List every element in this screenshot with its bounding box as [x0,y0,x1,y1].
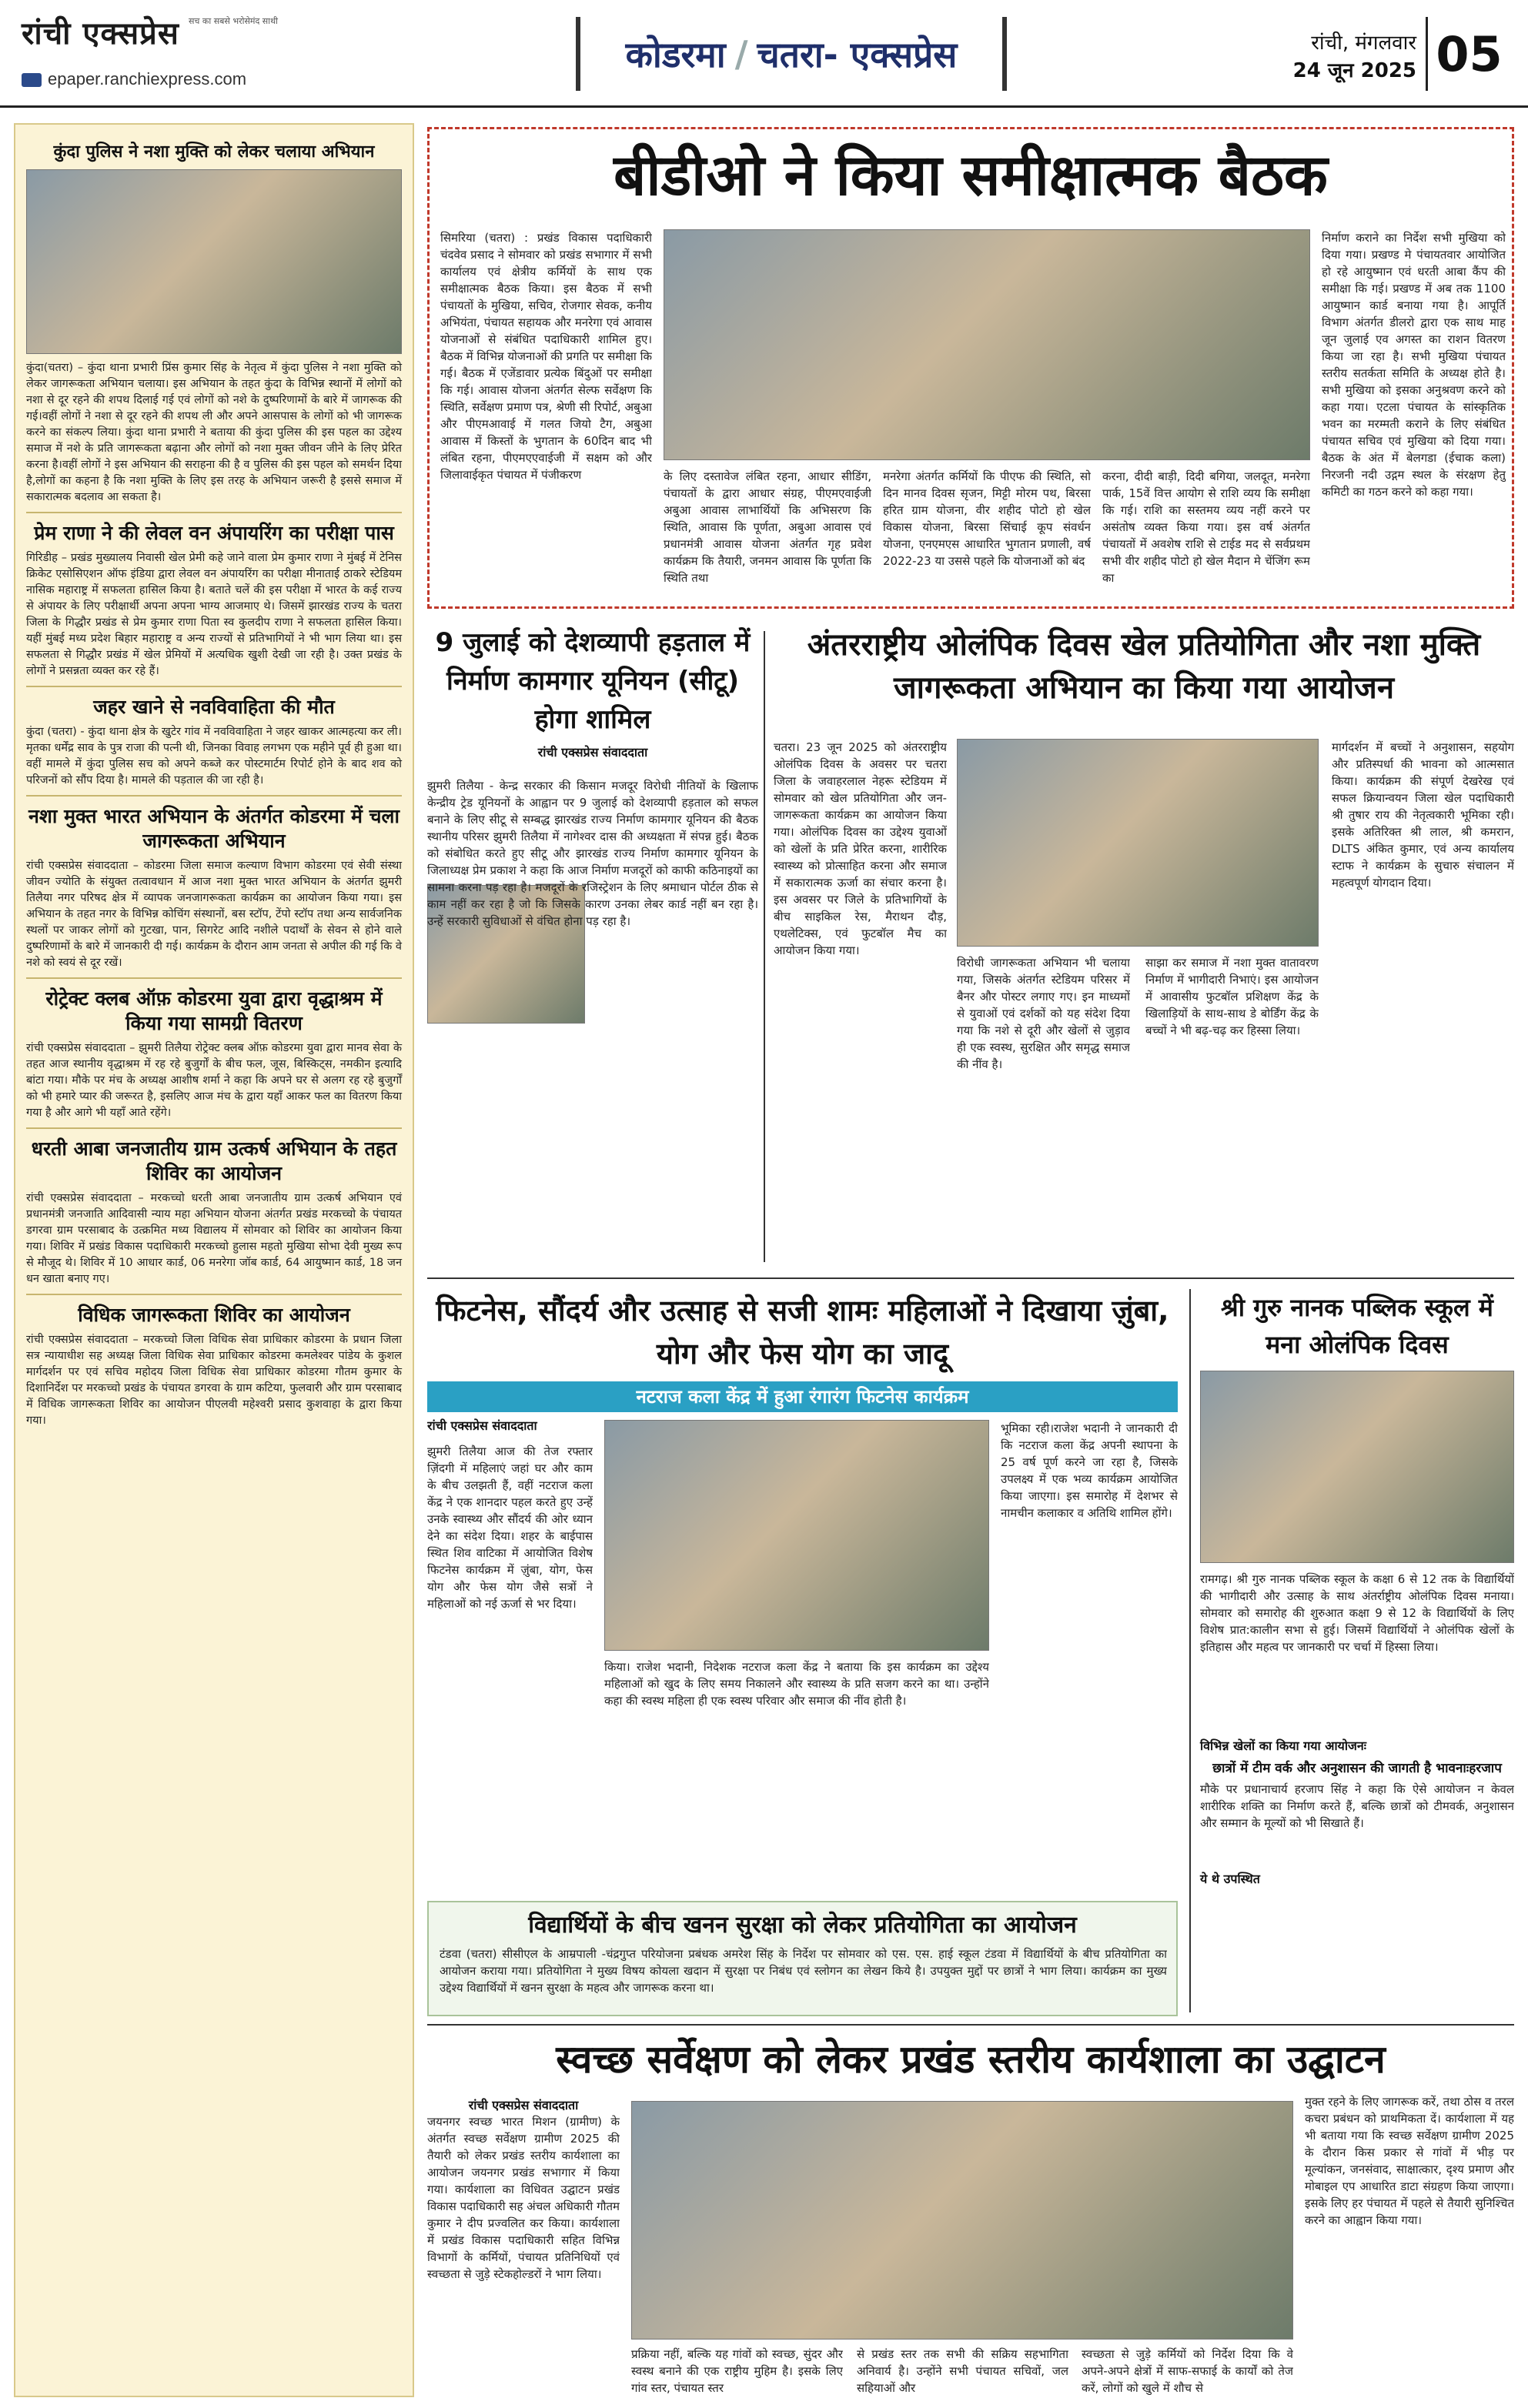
zumba-photo [604,1420,989,1651]
left-text-2: गिरिडीह – प्रखंड मुख्यालय निवासी खेल प्रेमी कहे जाने वाला प्रेम कुमार राणा ने मुंबई में टेनिस क्रिकेट एसोसिएशन ऑफ इंडिया द्वारा लेवल वन अंपायरिंग का परीक्षा मीनाताई ठाकरे स्टेडियम नासिक महाराष्ट्र में सफलता हासिल किया है। बताते चलें की इस परीक्षा में भारत के कई राज्य से अंपायर के लिए परीक्षार्थी अपना अपना भाग्य आजमाए थे। जिसमें झारखंड राज्य के चतरा जिला के गिद्धौर प्रखंड से प्रेम कुमार राणा पिता स्व कुलदीप राणा ने सफलता हासिल किया। यहीं मुंबई मध्य प्रदेश बिहार महाराष्ट्र व अन्य राज्यों से प्रतिभागियों ने भी भाग लिया था। इस सफलता से गिद्धौर प्रखंड में खेल प्रेमियों में अत्यधिक खुशी देखी जा रही है। उक्त प्रखंड के लोगों ने प्रसन्नता व्यक्त कर रहे हैं। [26,552,402,677]
top-col-1: सिमरिया (चतरा) : प्रखंड विकास पदाधिकारी चंदवेव प्रसाद ने सोमवार को प्रखंड सभागार में सभी कार्यालय एवं क्षेत्रीय कर्मियों के साथ एक समीक्षात्मक बैठक किया। इस बैठक में सभी पंचायतों के मुखिया, सचिव, रोजगार सेवक, कनीय अभियंता, पंचायत सहायक और मनरेगा एवं आवास योजनाओं से संबंधित पदाधिकारी शामिल हुए। बैठक में विभिन्न योजनाओं की प्रगति पर समीक्षा कि गई। बैठक में एजेंडावार प्रत्येक बिंदुओं पर समीक्षा कि गई। आवास योजना अंतर्गत सेल्फ सर्वेक्षण कि स्थिति, सर्वेक्षण प्रमाण पत्र, श्रेणी सी रिपोर्ट, अबुआ और पीएमआवाई में गलत जियो टैग, अबुआ आवास में किस्तों के भुगतान के 60दिन बाद भी लंबित रहना, पीएमएएवाईजी में सक्षम को और जिलावाईकृत पंचायत में पंजीकरण [440,231,652,482]
fitness-col-3: भूमिका रही।राजेश भदानी ने जानकारी दी कि नटराज कला केंद्र अपनी स्थापना के 25 वर्ष पूर्ण करने जा रहा है, जिसके उपलक्ष्य में एक भव्य कार्यक्रम आयोजित किया जाएगा। इस समारोह में देशभर से नामचीन कलाकार व अतिथि शामिल होंगे। [1001,1421,1178,1520]
story-swachh-survey [427,2032,1514,2401]
divider [26,686,402,687]
left-headline-1: कुंदा पुलिस ने नशा मुक्ति को लेकर चलाया अभियान [53,142,375,162]
left-headline-6: धरती आबा जनजातीय ग्राम उत्कर्ष अभियान के तहत शिविर का आयोजन [31,1137,397,1184]
section-left: कोडरमा [625,34,726,75]
globe-icon [22,73,42,87]
date-place: रांची, मंगलवार [1311,32,1416,55]
epaper-url: epaper.ranchiexpress.com [48,69,247,89]
left-text-7: रांची एक्सप्रेस संवाददाता – मरकच्चो जिला विधिक सेवा प्राधिकार कोडरमा के प्रधान जिला सत्र न्यायाधीश सह अध्यक्ष जिला विधिक सेवा प्राधिकार कोडरमा कमलेश्वर पांडेय के कुशल मार्गदर्शन पर एवं सचिव महोदय जिला विधिक सेवा प्राधिकार कोडरमा गौतम कुमार के दिशानिर्देश पर मरकच्चो प्रखंड के पंचायत डगरवा के ग्राम कटिया, फुलवारी और ग्राम परसाबाद में विधिक जागरूकता शिविर का आयोजन पीएलवी महेश्वरी प्रसाद कुशवाहा के द्वारा किया गया। [26,1334,402,1427]
lamp-lighting-photo [631,2101,1293,2340]
epaper-link[interactable] [22,69,246,89]
fitness-col-2: किया। राजेश भदानी, निदेशक नटराज कला केंद्र ने बताया कि इस कार्यक्रम का उद्देश्य महिलाओं को खुद के लिए समय निकालने और स्वास्थ्य के प्रति सजग करने का था। उन्होंने कहा की स्वस्थ महिला ही एक स्वस्थ परिवार और समाज की नींव होती है। [604,1660,989,1708]
section-rule [427,2024,1514,2026]
guru-sub-3: ये थे उपस्थित [1200,1872,1260,1886]
column-rule [764,631,765,1262]
guru-headline: श्री गुरु नानक पब्लिक स्कूल में मना ओलंपिक दिवस [1221,1293,1493,1359]
section-right: चतरा- एक्सप्रेस [757,34,958,75]
guru-sub-2: छात्रों में टीम वर्क और अनुशासन की जागती है भावनाःहरजाप [1212,1761,1502,1776]
guru-text: रामगढ़। श्री गुरु नानक पब्लिक स्कूल के कक्षा 6 से 12 तक के विद्यार्थियों की भागीदारी और उत्साह के साथ अंतर्राष्ट्रीय ओलंपिक दिवस मनाया। सोमवार को समारोह की शुरुआत कक्षा 9 से 12 के विद्यार्थियों के लिए विशेष प्रात:कालीन सभा से हुई। जिसमें विद्यार्थियों ने ओलंपिक खेलों के इतिहास और महत्व पर जानकारी पर चर्चा में हिस्सा लिया। [1200,1572,1514,1654]
fitness-headline: फिटनेस, सौंदर्य और उत्साह से सजी शामः महिलाओं ने दिखाया ज़ुंबा, योग और फेस योग का जादू [436,1294,1169,1371]
olympic-col-3: साझा कर समाज में नशा मुक्त वातावरण निर्माण में भागीदारी निभाएं। इस आयोजन में आवासीय फुटबॉल प्रशिक्षण केंद्र के खिलाड़ियों के साथ-साथ डे बोर्डिंग केंद्र के बच्चों ने भी बढ़-चढ़ कर हिस्सा लिया। [1145,956,1319,1037]
divider [26,1294,402,1295]
mining-headline: विद्यार्थियों के बीच खनन सुरक्षा को लेकर प्रतियोगिता का आयोजन [528,1912,1077,1939]
school-students-photo [1200,1371,1514,1563]
left-headline-5: रोट्रेक्ट क्लब ऑफ़ कोडरमा युवा द्वारा वृद्धाश्रम में किया गया सामग्री वितरण [45,987,383,1034]
top-col-2: के लिए दस्तावेज लंबित रहना, आधार सीडिंग, पंचायतों के द्वारा आधार संग्रह, पीएमएवाईजी अबुआ आवास लाभार्थियों कि अभिसरण कि स्थिति, आवास कि पूर्णता, अबुआ आवास एवं प्रधानमंत्री आवास योजना अंतर्गत गृह प्रवेश कार्यक्रम कि तैयारी, जनमन आवास कि पूर्णता कि स्थिति तथा [664,469,871,585]
top-headline: बीडीओ ने किया समीक्षात्मक बैठक [614,142,1328,209]
fitness-banner: नटराज कला केंद्र में हुआ रंगारंग फिटनेस कार्यक्रम [427,1381,1178,1412]
story-olympic-day [774,623,1514,1270]
olympic-headline: अंतरराष्ट्रीय ओलंपिक दिवस खेल प्रतियोगिता और नशा मुक्ति जागरूकता अभियान का किया गया आयोजन [807,627,1481,706]
swachh-byline: रांची एक्सप्रेस संवाददाता [468,2098,579,2112]
olympic-col-1: चतरा। 23 जून 2025 को अंतरराष्ट्रीय ओलंपिक दिवस के अवसर पर चतरा जिला के जवाहरलाल नेहरू स्टेडियम में सोमवार को खेल प्रतियोगिता और जन-जागरूकता कार्यक्रम का आयोजन किया गया। ओलंपिक दिवस का उद्देश्य युवाओं को खेलों के प्रति प्रेरित करना, शारीरिक स्वास्थ्य को प्रोत्साहित करना और समाज में सकारात्मक ऊर्जा का संचार करना है। इस अवसर पर जिले के प्रतिभागियों के बीच साइकिल रेस, मैराथन दौड़, एथलेटिक्स, एवं फुटबॉल मैच का आयोजन किया गया। [774,740,947,957]
left-text-4: रांची एक्सप्रेस संवाददाता – कोडरमा जिला समाज कल्याण विभाग कोडरमा एवं सेवी संस्था जीवन ज्योति के संयुक्त तत्वावधान में आज नशा मुक्त भारत अभियान के अंतर्गत झुमरी तिलैया नगर परिषद क्षेत्र में व्यापक जनजागरूकता कार्यक्रम का आयोजन किया गया। इस अभियान के तहत नगर के विभिन्न कोचिंग संस्थानों, बस स्टॉप, टेंपो स्टॉप तथा अन्य सार्वजनिक स्थलों पर जाकर लोगों को गुटखा, पान, सिगरेट आदि नशीले पदार्थों के सेवन से होने वाले दुष्परिणामों के बारे में जानकारी दी गई। कार्यक्रम के दौरान आम जनता से अपील की गई कि वे नशे को स्वयं से दूर रखें। [26,860,402,969]
strike-byline: रांची एक्सप्रेस संवाददाता [537,745,648,760]
top-story-bdo-meeting [427,127,1514,609]
left-headline-4: नशा मुक्त भारत अभियान के अंतर्गत कोडरमा में चला जागरूकता अभियान [28,805,400,852]
olympic-col-4: मार्गदर्शन में बच्चों ने अनुशासन, सहयोग और प्रतिस्पर्धा की भावना को आत्मसात किया। कार्यक्रम की संपूर्ण देखरेख एवं सफल क्रियान्वयन जिला खेल पदाधिकारी श्री तुषार राय की नेतृत्वकारी भूमिका रही। इसके अतिरिक्त श्री लाल, श्री कमरान, DLTS अंकित कुमार, एवं अन्य कार्यालय स्टाफ ने कार्यक्रम के सुचारु संचालन में महत्वपूर्ण योगदान दिया। [1332,740,1514,890]
swachh-headline: स्वच्छ सर्वेक्षण को लेकर प्रखंड स्तरीय कार्यशाला का उद्घाटन [556,2037,1386,2082]
guru-text-2: मौके पर प्रधानाचार्य हरजाप सिंह ने कहा कि ऐसे आयोजन न केवल शारीरिक शक्ति का निर्माण करते हैं, बल्कि छात्रों को टीमवर्क, अनुशासन और सम्मान के मूल्यों को भी सिखाते हैं। [1200,1782,1514,1830]
section-title [576,17,1007,91]
newspaper-logo: रांची एक्सप्रेस [22,15,179,52]
swachh-col-5: मुक्त रहने के लिए जागरूक करें, तथा ठोस व तरल कचरा प्रबंधन को प्राथमिकता दें। कार्यशाला में यह भी बताया गया कि स्वच्छ सर्वेक्षण ग्रामीण 2025 के दौरान किस प्रकार से गांवों में भीड़ पर मूल्यांकन, जनसंवाद, साक्षात्कार, दृश्य प्रमाण और मोबाइल एप आधारित डाटा संग्रहण किया जाएगा। इसके लिए हर पंचायत में पहले से तैयारी सुनिश्चित करने का आह्वान किया गया। [1305,2095,1514,2227]
mining-text: टंडवा (चतरा) सीसीएल के आम्रपाली -चंद्रगुप्त परियोजना प्रबंधक अमरेश सिंह के निर्देश पर सोमवार को एस. एस. हाई स्कूल टंडवा में विद्यार्थियों के बीच प्रतियोगिता का आयोजन कराया गया। प्रतियोगिता ने मुख्य विषय कोयला खदान में सुरक्षा पर निबंध एवं स्लोगन का लेखन किये है। उपयुक्त मुद्दों पर छात्रों ने भाग लिया। कार्यक्रम का मुख्य उद्देश्य विद्यार्थियों में खनन सुरक्षा के महत्व और जागरूक करना था। [440,1947,1167,1995]
olympic-col-2: विरोधी जागरूकता अभियान भी चलाया गया, जिसके अंतर्गत स्टेडियम परिसर में बैनर और पोस्टर लगाए गए। इन माध्यमों से युवाओं एवं दर्शकों को यह संदेश दिया गया कि नशे से दूरी और खेलों से जुड़ाव ही एक स्वस्थ, सुरक्षित और समृद्ध समाज की नींव है। [957,956,1130,1071]
stadium-photo [957,739,1319,947]
top-col-5: निर्माण कराने का निर्देश सभी मुखिया को दिया गया। प्रखण्ड मे पंचायतवार आयोजित हो रहे आयुष्मान एवं धरती आबा कैंप की समीक्षा कि गई। प्रखण्ड में अब तक 1100 आयुष्मान कार्ड बनाया गया है। आपूर्ति विभाग अंतर्गत डीलरो द्वारा एक साथ माह जून जुलाई एव अगस्त का राशन वितरण किया जा रहा है। सभी मुखिया पंचायत स्तरीय सतर्कता समिति के अध्यक्ष होते है। सभी मुखिया को इसका अनुश्रवण करने को कहा गया। एटला पंचायत के सांस्कृतिक भवन का मरम्मती कराने के लिए संबंधित पंचायत सचिव एवं मुखिया को दिया गया। बैठक के अंत में बेलगडा (ईचाक कला) निरजनी नदी उद्गम स्थल के संरक्षण हेतु कमिटी का गठन करने को कहा गया। [1322,231,1506,499]
left-headline-7: विधिक जागरूकता शिविर का आयोजन [78,1304,350,1326]
section-rule [427,1277,1514,1279]
date: 24 जून 2025 [1292,59,1416,82]
story-mining-safety [427,1901,1178,2016]
logo-tagline: सच का सबसे भरोसेमंद साथी [189,16,278,26]
left-text-1: कुंदा(चतरा) – कुंदा थाना प्रभारी प्रिंस कुमार सिंह के नेतृत्व में कुंदा पुलिस ने नशा मुक्ति को लेकर जागरूकता अभियान चलाया। इस अभियान के तहत कुंदा के विभिन्न स्थानों में लोगों को नशा से दूर रहने की शपथ दिलाई गई एवं लोगों को नशे के दुष्परिणामों के बारे में जागरूक की गई।वहीं लोगों ने नशा से दूर रहने की शपथ ली और अपने आसपास के लोगों को भी जागरूक करने का संकल्प लिया। कुंदा थाना प्रभारी ने बताया की कुंदा पुलिस की इस पहल का उद्देश्य समाज में नशे के प्रति जागरूकता बढ़ाना और लोगों को नशा मुक्त जीवन जीने के लिए प्रेरित करना है।वहीं लोगों ने इस अभियान की सराहना की है व पुलिस की इस पहल को समर्थन दिया है,लोगों का कहना है कि नशा मुक्ति के लिए इस तरह के अभियान जरूरी है इससे समाज में सकारात्मक बदलाव आ सकता है। [26,362,402,503]
left-headline-2: प्रेम राणा ने की लेवल वन अंपायरिंग का परीक्षा पास [34,522,394,544]
fitness-col-1: झुमरी तिलैया आज की तेज रफ्तार ज़िंदगी में महिलाएं जहां घर और काम के बीच उलझती हैं, वहीं नटराज कला केंद्र ने एक शानदार पहल करते हुए उन्हें उनके स्वास्थ्य और सौंदर्य की ओर ध्यान देने का संदेश दिया। शहर के बाईपास स्थित शिव वाटिका में आयोजित विशेष फिटनेस कार्यक्रम में ज़ुंबा, योग, फेस योग और फेस योग जैसे सत्रों ने महिलाओं को नई ऊर्जा से भर दिया। [427,1444,593,1611]
swachh-col-3: से प्रखंड स्तर तक सभी की सक्रिय सहभागिता अनिवार्य है। उन्होंने सभी पंचायत सचिवों, जल सहियाओं और [857,2347,1068,2395]
left-text-5: रांची एक्सप्रेस संवाददाता – झुमरी तिलैया रोट्रेक्ट क्लब ऑफ़ कोडरमा युवा द्वारा मानव सेवा के तहत आज स्थानीय वृद्धाश्रम में रह रहे बुजुर्गों के बीच फल, जूस, बिस्किट्स, नमकीन इत्यादि बांटा गया। मौके पर मंच के अध्यक्ष आशीष शर्मा ने कहा कि अपने घर से अलग रह रहे बुजुर्गों को भी हमारे प्यार की जरूरत है, इसलिए आज मंच के द्वारा यहाँ आकर फल का वितरण किया गया है और आगे भी यहाँ आते रहेंगे। [26,1042,402,1119]
swachh-col-4: स्वच्छता से जुड़े कर्मियों को निर्देश दिया कि वे अपने-अपने क्षेत्रों में साफ-सफाई के कार्यों को तेज करें, लोगों को खुले में शौच से [1082,2347,1293,2395]
dateline [1278,29,1416,85]
meeting-photo [664,229,1310,460]
left-news-column [14,123,414,2397]
divider [26,512,402,513]
police-awareness-photo [26,169,402,354]
swachh-col-2: प्रक्रिया नहीं, बल्कि यह गांवों को स्वच्छ, सुंदर और स्वस्थ बनाने की एक राष्ट्रीय मुहिम है। इसके लिए गांव स्तर, पंचायत स्तर [631,2347,843,2395]
masthead [0,0,1528,108]
section-slash: / [734,33,748,75]
guru-sub-1: विभिन्न खेलों का किया गया आयोजनः [1200,1738,1366,1753]
left-text-3: कुंदा (चतरा) - कुंदा थाना क्षेत्र के खुटेर गांव में नवविवाहिता ने जहर खाकर आत्महत्या कर ली। मृतका धर्मेंद्र साव के पुत्र राजा की पत्नी थी, जिनका विवाह लगभग एक महीने पूर्व ही हुआ था।वहीं मामले में कुंदा पुलिस सच को अपने कब्जे कर पोस्टमार्टम रिपोर्ट होने के बाद शव को परिजनों को सौंप दिया है। मामले की पड़ताल की जा रही है। [26,726,402,787]
top-story-body [440,229,1506,603]
strike-text: झुमरी तिलैया - केन्द्र सरकार की किसान मजदूर विरोधी नीतियों के खिलाफ केन्द्रीय ट्रेड यूनियनों के आह्वान पर 9 जुलाई को देशव्यापी हड़ताल को सफल बनाने के लिए सीटू से सम्बद्ध झारखंड राज्य निर्माण कामगार यूनियन की बैठक स्थानीय परिसर झुमरी तिलैया में नागेश्वर दास की अध्यक्षता में संपन्न हुई। बैठक को संबोधित करते हुए सीटू और झारखंड राज्य निर्माण कामगार यूनियन के जिलाध्यक्ष प्रेम प्रकाश ने कहा कि आज निर्माण मजदूरों को काफी कठिनाइयों का सामना करना पड़ रहा है। मजदूरों के रजिस्ट्रेशन के लिए श्रमाधान पोर्टल ठीक से काम नहीं कर रहा है जो कि जिसके कारण उनका लेबर कार्ड नहीं बन रहा है। उन्हें सरकारी सुविधाओं से वंचित होना पड़ रहा है। [427,779,758,928]
story-guru-nanak-school [1189,1289,1514,2012]
swachh-col-1: जयनगर स्वच्छ भारत मिशन (ग्रामीण) के अंतर्गत स्वच्छ सर्वेक्षण ग्रामीण 2025 की तैयारी को लेकर प्रखंड स्तरीय कार्यशाला का आयोजन जयनगर प्रखंड सभागार में किया गया। कार्यशाला का विधिवत उद्घाटन प्रखंड विकास पदाधिकारी सह अंचल अधिकारी गौतम कुमार ने दीप प्रज्वलित कर किया। कार्यशाला में प्रखंड विकास पदाधिकारी सहित विभिन्न विभागों के कर्मियों, पंचायत प्रतिनिधियों एवं स्वच्छता से जुड़े स्टेकहोल्डरों ने भाग लिया। [427,2115,620,2281]
top-col-4: करना, दीदी बाड़ी, दिदी बगिया, जलदूत, मनरेगा पार्क, 15वें वित्त आयोग से राशि व्यय कि समीक्षा कि गई। राशि का सस्तमय व्यय नहीं करने पर असंतोष व्यक्त किया गया। इस वर्ष अंतर्गत पंचायतों में अवशेष राशि से टाईड मद से सर्वप्रथम सभी वीर शहीद पोटो हो खेल मैदान मे चेंजिंग रूम का [1102,469,1310,585]
divider [26,977,402,979]
strike-headline: 9 जुलाई को देशव्यापी हड़ताल में निर्माण कामगार यूनियन (सीटू) होगा शामिल [435,627,751,735]
fitness-byline: रांची एक्सप्रेस संवाददाता [427,1418,537,1433]
divider [26,795,402,797]
divider [26,1127,402,1129]
story-strike [427,623,758,1270]
top-col-3: मनरेगा अंतर्गत कर्मियों कि पीएफ की स्थिति, सो दिन मानव दिवस सृजन, मिट्टी मोरम पथ, बिरसा हरित ग्राम योजना, वीर शहीद पोटो हो खेल विकास योजना, बिरसा सिंचाई कूप संवर्धन योजना, एनएमएस आधारित भुगतान प्रणाली, वर्ष 2022-23 या उससे पहले कि योजनाओं को बंद [883,469,1091,568]
page-number: 05 [1426,17,1510,91]
left-headline-3: जहर खाने से नवविवाहिता की मौत [93,696,335,718]
left-text-6: रांची एक्सप्रेस संवाददाता – मरकच्चो धरती आबा जनजातीय ग्राम उत्कर्ष अभियान एवं प्रधानमंत्री जनजाति आदिवासी न्याय महा अभियान योजना अंतर्गत प्रखंड मरकच्चो के पंचायत डगरवा ग्राम परसाबाद के उत्क्रमित मध्य विद्यालय में सोमवार को शिविर का आयोजन किया गया। शिविर में प्रखंड विकास पदाधिकारी मरकच्चो हुलास महतो मुखिया सोभा देवी मुख्य रूप से मौजूद थे। शिविर में 10 आधार कार्ड, 06 मनरेगा जॉब कार्ड, 64 आयुष्मान कार्ड, 18 जन धन खाता बनाए गए। [26,1192,402,1285]
story-fitness [427,1289,1178,1889]
